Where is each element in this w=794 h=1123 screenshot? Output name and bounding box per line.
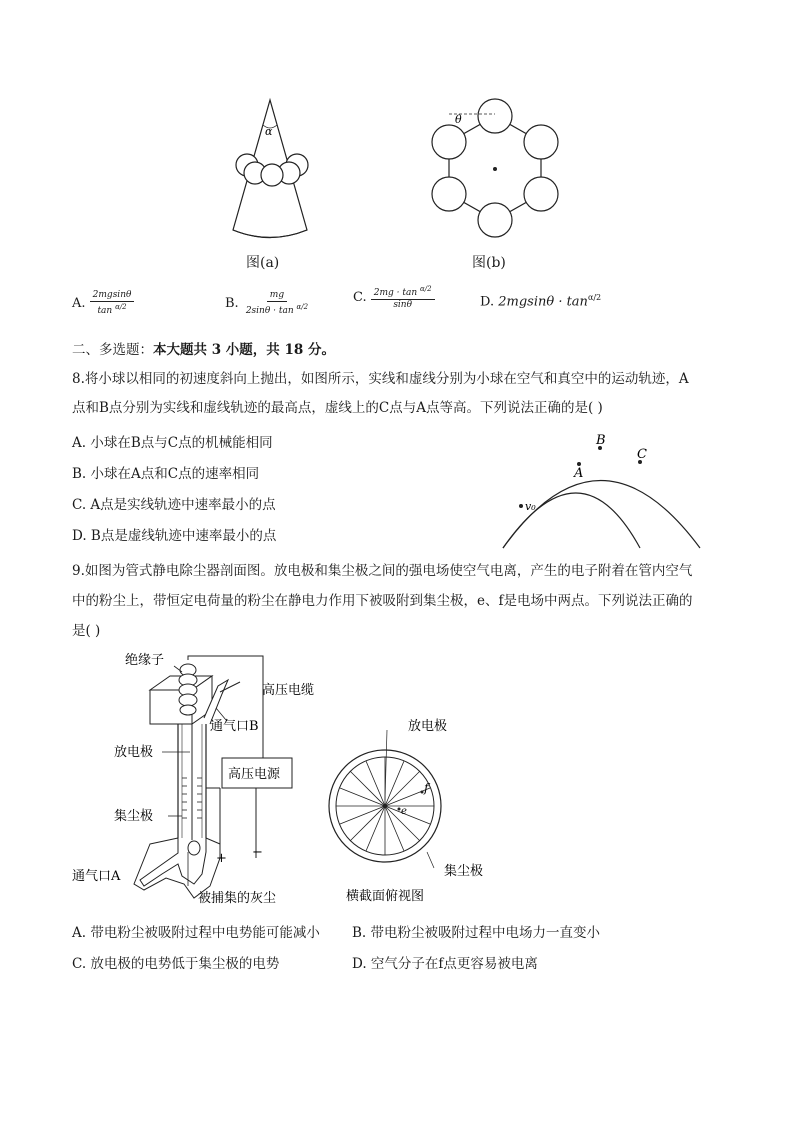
q8-option-c[interactable]: C. A点是实线轨迹中速率最小的点: [72, 497, 276, 513]
q9-option-d[interactable]: D. 空气分子在f点更容易被电离: [352, 956, 538, 972]
q7-option-a[interactable]: [72, 290, 134, 317]
label-insulator: 绝缘子: [125, 653, 165, 668]
q7-option-c[interactable]: [353, 284, 435, 311]
label-e: e: [401, 806, 407, 817]
figure-a-cone: [225, 95, 325, 255]
option-b-fraction: $\frac{mg}{2\sin\theta \cdot \tan ^{\alpha/2}}$: [245, 290, 309, 316]
label-power-supply: 高压电源: [228, 767, 281, 782]
q9-option-a[interactable]: A. 带电粉尘被吸附过程中电势能可能减小: [72, 925, 320, 941]
label-vent-b: 通气口B: [210, 719, 259, 734]
theta-label: θ: [455, 113, 462, 126]
label-collector-right: 集尘极: [444, 864, 484, 879]
option-c-letter: C.: [353, 290, 367, 305]
point-b-label: B: [596, 433, 606, 448]
label-discharge-right: 放电极: [408, 719, 448, 734]
label-vent-a: 通气口A: [72, 869, 121, 884]
section-2-heading: 二、多选题：本大题共 3 小题，共 18 分。: [72, 342, 335, 358]
v0-label: v₀: [525, 500, 536, 513]
air-trajectory-solid: [503, 493, 640, 548]
q7-option-d[interactable]: D. $2mgsin\theta \cdot \tan^{\alpha/2}$: [480, 293, 602, 310]
q9-stem-line1: 9.如图为管式静电除尘器剖面图。放电极和集尘极之间的强电场使空气电离，产生的电子附着在管内空气: [72, 563, 693, 579]
q9-option-b[interactable]: B. 带电粉尘被吸附过程中电场力一直变小: [352, 925, 601, 941]
label-f: f: [424, 781, 429, 795]
option-b-letter: B.: [225, 296, 239, 311]
label-top-view: 横截面俯视图: [346, 889, 425, 904]
figure-b-ring: [425, 92, 565, 252]
q7-option-b[interactable]: [225, 290, 311, 317]
point-a-label: A: [574, 466, 584, 481]
point-c-label: C: [637, 447, 647, 462]
q9-stem-line2: 中的粉尘上，带恒定电荷量的粉尘在静电力作用下被吸附到集尘极，e、f是电场中两点。下列说法正确的: [72, 593, 693, 609]
label-dust: 被捕集的灰尘: [198, 891, 277, 906]
alpha-label: α: [265, 125, 273, 138]
label-cable: 高压电缆: [262, 683, 315, 698]
q8-stem-line2: 点和B点分别为实线和虚线轨迹的最高点，虚线上的C点与A点等高。下列说法正确的是( ): [72, 400, 603, 416]
q9-cross-section: [322, 710, 502, 910]
option-c-fraction: $\frac{2mg \cdot \tan ^{\alpha/2}}{\sin\theta}$: [371, 284, 435, 311]
option-a-letter: A.: [72, 296, 86, 311]
q8-option-a[interactable]: A. 小球在B点与C点的机械能相同: [72, 435, 273, 451]
label-plus: +: [216, 851, 227, 866]
option-a-fraction: $\frac{2mgsin\theta}{\tan ^{\alpha/2}}$: [90, 290, 135, 317]
q8-stem-line1: 8.将小球以相同的初速度斜向上抛出，如图所示，实线和虚线分别为小球在空气和真空中的运动轨迹，A: [72, 371, 689, 387]
q8-trajectory-figure: [495, 428, 720, 550]
label-collector: 集尘极: [114, 809, 154, 824]
label-minus: −: [252, 845, 263, 860]
label-discharge-electrode: 放电极: [114, 745, 154, 760]
q8-option-d[interactable]: D. B点是虚线轨迹中速率最小的点: [72, 528, 277, 544]
figure-b-caption: 图(b): [472, 255, 506, 271]
q8-option-b[interactable]: B. 小球在A点和C点的速率相同: [72, 466, 260, 482]
vacuum-trajectory-dashed: [503, 481, 700, 549]
option-d-letter: D.: [480, 294, 495, 310]
q9-precipitator-diagram: [70, 648, 340, 910]
figure-a-caption: 图(a): [246, 255, 280, 271]
q9-option-c[interactable]: C. 放电极的电势低于集尘极的电势: [72, 956, 280, 972]
q9-stem-line3: 是( ): [72, 623, 101, 639]
